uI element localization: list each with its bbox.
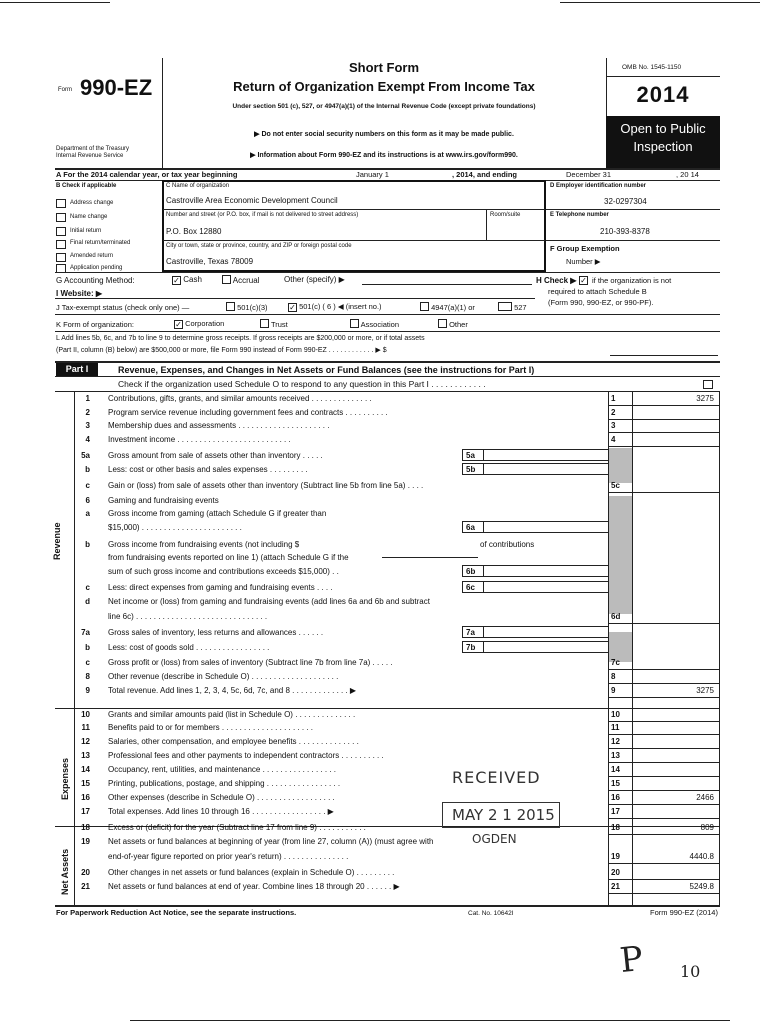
open-public-label: Open to Public	[620, 121, 706, 136]
amount-rule-l20	[608, 879, 720, 880]
part1-title-rule	[55, 376, 720, 377]
line-description-l6b1: Gross income from fundraising events (not including $	[108, 540, 300, 549]
name-change-checkbox[interactable]	[56, 213, 66, 222]
application-pending-label: Application pending	[70, 265, 123, 271]
527-checkbox[interactable]	[498, 302, 512, 311]
tax-year: 2014	[636, 82, 690, 107]
ein-label: D Employer identification number	[550, 183, 647, 189]
inner-amount-field-l7b[interactable]	[484, 641, 608, 653]
line-box-l3: 3	[611, 421, 616, 430]
line-box-l4: 4	[611, 435, 616, 444]
4947-label: 4947(a)(1) or	[431, 303, 475, 312]
other-org-checkbox[interactable]	[438, 319, 447, 328]
org-form-label: K Form of organization:	[56, 320, 134, 329]
amount-rule-l11	[608, 734, 720, 735]
tax-exempt-status-label: J Tax-exempt status (check only one) —	[56, 303, 190, 312]
line-description-l6b2: from fundraising events reported on line 1) (attach Schedule G if the	[108, 553, 349, 562]
line-description-l19b: end-of-year figure reported on prior year's return) . . . . . . . . . . . . . . .	[108, 852, 349, 861]
side-label-divider	[74, 391, 75, 905]
line-description-l5c: Gain or (loss) from sale of assets other than inventory (Subtract line 5b from line 5a) . . . .	[108, 481, 424, 490]
bottom-scan-line	[130, 1020, 730, 1021]
dept-treasury: Department of the Treasury	[56, 146, 130, 152]
part1-tag: Part I	[56, 363, 98, 376]
line-number-l17: 17	[81, 807, 90, 816]
form-title: Return of Organization Exempt From Income Tax	[233, 79, 535, 94]
line-description-l8: Other revenue (describe in Schedule O) . . . . . . . . . . . . . . . . . . . .	[108, 672, 339, 681]
line-description-l17: Total expenses. Add lines 10 through 16 . . . . . . . . . . . . . . . . . ▶	[108, 807, 334, 816]
part1-check-rule	[55, 391, 720, 392]
amount-rule-l6d2	[608, 623, 720, 624]
inspection-label: Inspection	[633, 139, 693, 154]
street-label: Number and street (or P.O. box, if mail is not delivered to street address)	[166, 212, 359, 218]
amount-rule-l21	[608, 893, 720, 894]
status-4947-option[interactable]	[420, 302, 475, 312]
line-number-l10: 10	[81, 710, 90, 719]
line-box-l19b: 19	[611, 852, 620, 861]
room-suite-label: Room/suite	[490, 212, 521, 218]
address-change-checkbox[interactable]	[56, 199, 66, 208]
line-number-l5c: c	[85, 481, 90, 490]
phone-rule	[546, 240, 720, 241]
street-field[interactable]: P.O. Box 12880	[166, 227, 222, 236]
inner-box-l5a: 5a	[462, 449, 484, 461]
amount-rule-l1	[608, 405, 720, 406]
inner-box-l7a: 7a	[462, 626, 484, 638]
line-box-l16: 16	[611, 793, 620, 802]
line-box-l7c: 7c	[611, 658, 620, 667]
org-name-rule	[163, 209, 545, 210]
accounting-other-label: Other (specify) ▶	[284, 275, 345, 284]
line-box-l20: 20	[611, 868, 620, 877]
stamp-date-text: MAY 2 1 2015	[452, 806, 555, 824]
line-description-l3: Membership dues and assessments . . . . . . . . . . . . . . . . . . . . .	[108, 421, 330, 430]
inner-box-l6b3: 6b	[462, 565, 484, 577]
corporation-option[interactable]	[174, 319, 224, 329]
inner-amount-field-l5b[interactable]	[484, 463, 608, 475]
website-label: I Website: ▶	[56, 289, 103, 298]
line-number-l3: 3	[85, 421, 90, 430]
line-box-l13: 13	[611, 751, 620, 760]
and-ending-label: , 2014, and ending	[452, 170, 518, 179]
amount-field-l19b[interactable]: 4440.8	[689, 852, 714, 861]
line-number-l6d1: d	[85, 597, 90, 606]
footer-rule	[55, 905, 720, 907]
section-a-label: A For the 2014 calendar year, or tax year beginning	[56, 170, 238, 179]
line-number-l6a1: a	[85, 509, 90, 518]
amount-field-l9[interactable]: 3275	[696, 686, 714, 695]
footer-form-id: Form 990-EZ (2014)	[650, 908, 718, 917]
gross-receipts-text-1: L Add lines 5b, 6c, and 7b to line 9 to determine gross receipts. If gross receipts are $200,000 or more, or if total assets	[56, 335, 425, 342]
line-number-l5b: b	[85, 465, 90, 474]
inner-box-l6c: 6c	[462, 581, 484, 593]
corporation-checkbox[interactable]: ✓	[175, 320, 182, 329]
line-box-l5c: 5c	[611, 481, 620, 490]
footer-paperwork-notice: For Paperwork Reduction Act Notice, see the separate instructions.	[56, 908, 297, 917]
status-527-option[interactable]	[498, 302, 527, 312]
line-box-l2: 2	[611, 408, 616, 417]
ein-field[interactable]: 32-0297304	[604, 197, 647, 206]
inner-amount-field-l5a[interactable]	[484, 449, 608, 461]
accounting-method-label: G Accounting Method:	[56, 276, 135, 285]
section-bc-rule	[55, 272, 720, 273]
line-number-l15: 15	[81, 779, 90, 788]
shaded-6-region	[609, 496, 632, 614]
line-box-l17: 17	[611, 807, 620, 816]
part1-title: Revenue, Expenses, and Changes in Net Assets or Fund Balances (see the instructions for Part I)	[118, 365, 535, 375]
line-number-l8: 8	[85, 672, 90, 681]
footer-cat-number: Cat. No. 10642I	[468, 910, 514, 917]
amount-rule-l12	[608, 748, 720, 749]
line-description-l5b: Less: cost or other basis and sales expenses . . . . . . . . .	[108, 465, 308, 474]
line-number-l2: 2	[85, 408, 90, 417]
accrual-checkbox[interactable]	[222, 275, 231, 284]
status-501c3-option[interactable]	[226, 302, 268, 312]
short-form-label: Short Form	[348, 60, 420, 75]
association-option[interactable]	[350, 319, 399, 329]
line-number-l1: 1	[85, 394, 90, 403]
org-name-field[interactable]: Castroville Area Economic Development Council	[166, 196, 338, 205]
form-subtitle: Under section 501 (c), 527, or 4947(a)(1) of the Internal Revenue Code (except private foundations)	[232, 103, 536, 110]
trust-checkbox[interactable]	[260, 319, 269, 328]
trust-label: Trust	[270, 320, 288, 329]
amended-return-label: Amended return	[70, 253, 114, 259]
amount-rule-l3	[608, 432, 720, 433]
section-k-rule	[55, 331, 720, 332]
ssn-notice: ▶ Do not enter social security numbers on this form as it may be made public.	[254, 131, 514, 138]
expenses-side-label: Expenses	[60, 757, 70, 800]
line-description-l6: Gaming and fundraising events	[108, 496, 219, 505]
line-description-l11: Benefits paid to or for members . . . . . . . . . . . . . . . . . . . . .	[108, 723, 313, 732]
org-name-label: C Name of organization	[166, 183, 230, 189]
501c-checkbox[interactable]: ✓	[289, 303, 296, 312]
501c3-checkbox[interactable]	[226, 302, 235, 311]
line-number-l16: 16	[81, 793, 90, 802]
name-change-label: Name change	[70, 214, 108, 220]
city-label: City or town, state or province, country, and ZIP or foreign postal code	[166, 243, 352, 249]
line-number-l6c: c	[85, 583, 90, 592]
schedule-o-check-text: Check if the organization used Schedule O to respond to any question in this Part I . . . . . . . . . . . .	[118, 379, 486, 389]
line-box-l14: 14	[611, 765, 620, 774]
tax-year-end: December 31	[566, 170, 612, 179]
line-number-l11: 11	[81, 723, 90, 732]
amount-rule-l8	[608, 683, 720, 684]
city-field[interactable]: Castroville, Texas 78009	[166, 257, 254, 266]
line-description-l19a: Net assets or fund balances at beginning of year (from line 27, column (A)) (must agree with	[108, 837, 434, 846]
line-number-l20: 20	[81, 868, 90, 877]
accounting-cash-option[interactable]	[172, 275, 202, 285]
line-description-l18: Excess or (deficit) for the year (Subtract line 17 from line 9) . . . . . . . . . . .	[108, 823, 366, 832]
line-number-l6b1: b	[85, 540, 90, 549]
amount-field-l21[interactable]: 5249.8	[689, 882, 714, 891]
line-description-l6a2: $15,000) . . . . . . . . . . . . . . . . . . . . . . .	[108, 523, 242, 532]
inner-amount-field-l6b3[interactable]	[484, 565, 608, 577]
shaded-5-region	[609, 448, 632, 483]
street-rule	[163, 240, 545, 241]
amount-rule-l4	[608, 446, 720, 447]
schedule-b-check-label: H Check ▶	[536, 276, 577, 285]
6b-contributions-blank	[382, 557, 478, 558]
line-number-l7a: 7a	[81, 628, 90, 637]
line-box-l10: 10	[611, 710, 620, 719]
line-box-l6d2: 6d	[611, 612, 621, 621]
inner-amount-field-l6c[interactable]	[484, 581, 608, 593]
line-description-l7b: Less: cost of goods sold . . . . . . . . . . . . . . . . .	[108, 643, 270, 652]
line-description-l7c: Gross profit or (loss) from sales of inventory (Subtract line 7b from line 7a) . . . . .	[108, 658, 393, 667]
accrual-label: Accrual	[232, 276, 260, 285]
room-divider	[486, 209, 487, 240]
handwritten-ten: 10	[680, 962, 701, 981]
line-description-l14: Occupancy, rent, utilities, and maintenance . . . . . . . . . . . . . . . . .	[108, 765, 336, 774]
amount-field-l18[interactable]: 809	[700, 823, 714, 832]
trust-option[interactable]	[260, 319, 288, 329]
line-of-contributions-l6b1: of contributions	[480, 540, 535, 549]
stamp-received-text: RECEIVED	[452, 768, 541, 787]
form-prefix: Form	[58, 87, 72, 93]
line-description-l13: Professional fees and other payments to independent contractors . . . . . . . . . .	[108, 751, 384, 760]
line-box-l8: 8	[611, 672, 616, 681]
scan-artifact-line	[0, 2, 110, 3]
4947-checkbox[interactable]	[420, 302, 429, 311]
amended-return-checkbox[interactable]	[56, 253, 66, 262]
tax-year-begin: January 1	[356, 170, 389, 179]
line-box-l15: 15	[611, 779, 620, 788]
line-description-l16: Other expenses (describe in Schedule O) . . . . . . . . . . . . . . . . . .	[108, 793, 335, 802]
stamp-city-text: OGDEN	[472, 832, 517, 846]
line-number-l14: 14	[81, 765, 90, 774]
schedule-b-option[interactable]	[579, 275, 588, 285]
inner-box-l7b: 7b	[462, 641, 484, 653]
line-description-l1: Contributions, gifts, grants, and similar amounts received . . . . . . . . . . . . . .	[108, 394, 372, 403]
amount-rule-l18	[608, 834, 720, 835]
cash-label: Cash	[183, 275, 202, 284]
line-number-l6: 6	[85, 496, 90, 505]
501c-label: 501(c) ( 6 ) ◀ (insert no.)	[299, 302, 382, 311]
association-checkbox[interactable]	[350, 319, 359, 328]
status-501c-option[interactable]	[288, 302, 382, 312]
inner-box-l5b: 5b	[462, 463, 484, 475]
part1-top-rule	[55, 361, 720, 363]
amount-rule-l5c	[608, 492, 720, 493]
gross-receipts-text-2: (Part II, column (B) below) are $500,000 or more, file Form 990 instead of Form 990-EZ . . . . . . . . . . . . ▶ $	[56, 347, 387, 354]
line-description-l21: Net assets or fund balances at end of year. Combine lines 18 through 20 . . . . . . ▶	[108, 882, 400, 891]
accounting-other-line	[362, 284, 532, 285]
line-description-l6a1: Gross income from gaming (attach Schedule G if greater than	[108, 509, 327, 518]
inner-amount-field-l6a2[interactable]	[484, 521, 608, 533]
amount-rule-l14	[608, 776, 720, 777]
line-description-l12: Salaries, other compensation, and employee benefits . . . . . . . . . . . . . .	[108, 737, 359, 746]
schedule-b-text-1: if the organization is not	[592, 276, 672, 285]
section-b-label: B Check if applicable	[56, 183, 117, 189]
final-return-checkbox[interactable]	[56, 240, 66, 249]
corporation-label: Corporation	[185, 319, 225, 328]
amount-rule-l15	[608, 790, 720, 791]
line-number-l7b: b	[85, 643, 90, 652]
info-notice: ▶ Information about Form 990-EZ and its instructions is at www.irs.gov/form990.	[250, 152, 518, 159]
irs-label: Internal Revenue Service	[56, 153, 124, 159]
scan-artifact-line	[560, 2, 760, 3]
line-number-l13: 13	[81, 751, 90, 760]
cash-checkbox[interactable]: ✓	[173, 276, 180, 285]
group-exemption-label: F Group Exemption	[550, 244, 620, 253]
amount-rule-l16	[608, 804, 720, 805]
amount-rule-l19b	[608, 863, 720, 864]
amount-field-l1[interactable]: 3275	[696, 394, 714, 403]
net-assets-side-label: Net Assets	[60, 848, 70, 895]
accounting-accrual-option[interactable]	[222, 275, 259, 285]
line-number-l7c: c	[85, 658, 90, 667]
inner-amount-field-l7a[interactable]	[484, 626, 608, 638]
line-number-l5a: 5a	[81, 451, 90, 460]
line-description-l4: Investment income . . . . . . . . . . . . . . . . . . . . . . . . . .	[108, 435, 291, 444]
line-description-l6d2: line 6c) . . . . . . . . . . . . . . . . . . . . . . . . . . . . . .	[108, 612, 268, 621]
line-box-l9: 9	[611, 686, 616, 695]
line-description-l7a: Gross sales of inventory, less returns and allowances . . . . . .	[108, 628, 324, 637]
line-description-l9: Total revenue. Add lines 1, 2, 3, 4, 5c, 6d, 7c, and 8 . . . . . . . . . . . . . ▶	[108, 686, 357, 695]
amount-field-l16[interactable]: 2466	[696, 793, 714, 802]
section-j-rule	[55, 314, 720, 315]
final-return-label: Final return/terminated	[70, 240, 131, 246]
line-box-l21: 21	[611, 882, 620, 891]
schedule-o-checkbox[interactable]	[703, 380, 713, 389]
address-change-label: Address change	[70, 200, 114, 206]
phone-label: E Telephone number	[550, 212, 609, 218]
amount-rule-l7c	[608, 669, 720, 670]
form-number: 990-EZ	[80, 75, 153, 100]
tax-year-end-year: , 20 14	[676, 170, 699, 179]
inner-box-l6a2: 6a	[462, 521, 484, 533]
schedule-b-checkbox[interactable]: ✓	[580, 276, 587, 285]
line-box-l18: 18	[611, 823, 620, 832]
line-description-l15: Printing, publications, postage, and shipping . . . . . . . . . . . . . . . . .	[108, 779, 341, 788]
line-box-l11: 11	[611, 723, 620, 732]
amount-rule-l13	[608, 762, 720, 763]
501c3-label: 501(c)(3)	[237, 303, 268, 312]
revenue-side-label: Revenue	[52, 522, 62, 560]
line-number-l21: 21	[81, 882, 90, 891]
received-stamp	[412, 768, 582, 846]
handwritten-p: P	[617, 938, 645, 982]
other-org-label: Other	[449, 320, 468, 329]
line-number-l12: 12	[81, 737, 90, 746]
group-number-label: Number ▶	[566, 257, 601, 266]
website-rule	[55, 298, 535, 299]
omb-number: OMB No. 1545-1150	[622, 64, 682, 71]
line-number-l18: 18	[81, 823, 90, 832]
line-description-l2: Program service revenue including government fees and contracts . . . . . . . . . .	[108, 408, 388, 417]
line-number-l9: 9	[85, 686, 90, 695]
amount-right-border	[719, 391, 720, 905]
line-description-l20: Other changes in net assets or fund balances (explain in Schedule O) . . . . . . . . .	[108, 868, 395, 877]
line-number-l4: 4	[85, 435, 90, 444]
line-number-l19a: 19	[81, 837, 90, 846]
line-box-l12: 12	[611, 737, 620, 746]
line-description-l6b3: sum of such gross income and contributions exceeds $15,000) . .	[108, 567, 339, 576]
amount-rule-l17	[608, 818, 720, 819]
phone-field[interactable]: 210-393-8378	[600, 227, 650, 236]
gross-receipts-line	[610, 355, 718, 356]
527-label: 527	[514, 303, 527, 312]
line-description-l6c: Less: direct expenses from gaming and fundraising events . . . .	[108, 583, 333, 592]
initial-return-checkbox[interactable]	[56, 227, 66, 236]
association-label: Association	[360, 320, 400, 329]
initial-return-label: Initial return	[70, 228, 102, 234]
amount-rule-l9	[608, 697, 720, 698]
schedule-b-text-2: required to attach Schedule B	[548, 287, 647, 296]
line-description-l5a: Gross amount from sale of assets other than inventory . . . . .	[108, 451, 323, 460]
line-box-l1: 1	[611, 394, 616, 403]
line-description-l6d1: Net income or (loss) from gaming and fundraising events (add lines 6a and 6b and subtract	[108, 597, 430, 606]
line-description-l10: Grants and similar amounts paid (list in Schedule O) . . . . . . . . . . . . . .	[108, 710, 356, 719]
ein-rule	[546, 209, 720, 210]
omb-rule	[606, 76, 720, 77]
schedule-b-text-3: (Form 990, 990-EZ, or 990-PF).	[548, 298, 654, 307]
other-org-option[interactable]	[438, 319, 468, 329]
